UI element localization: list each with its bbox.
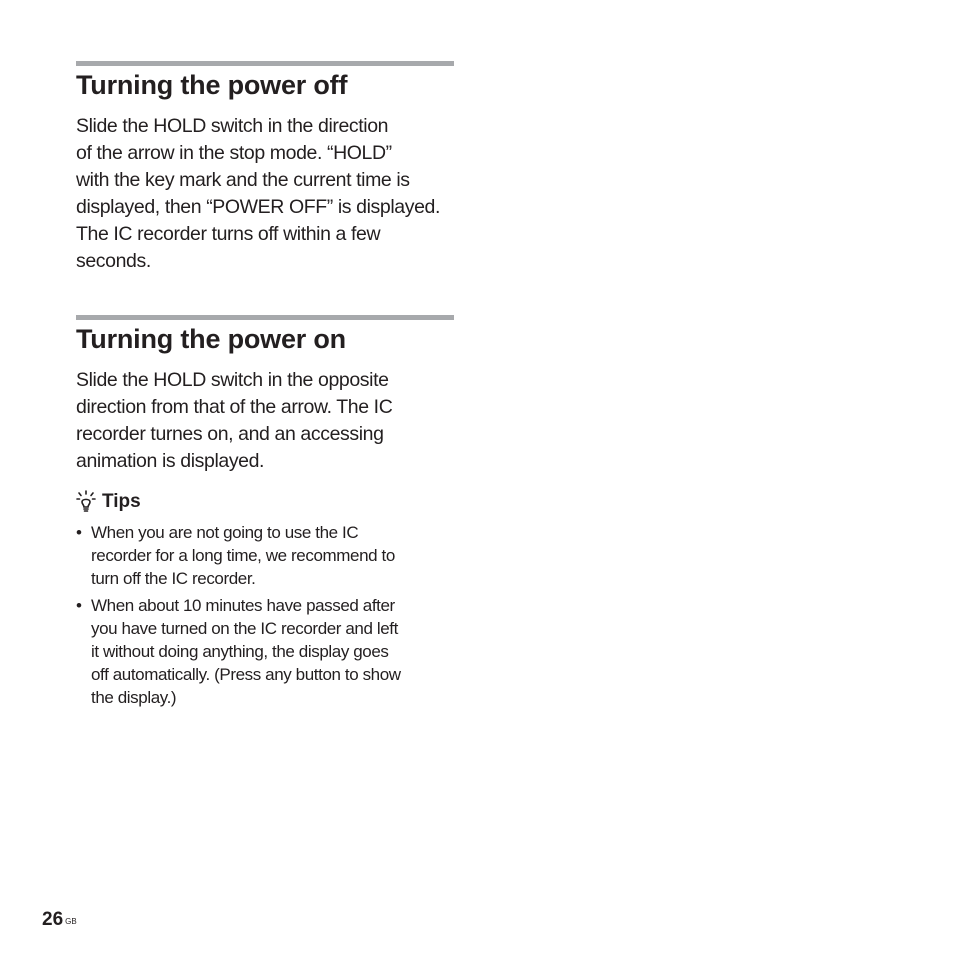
list-item: [76, 521, 454, 590]
body-line: animation is displayed.: [76, 450, 265, 472]
section-power-off: [76, 61, 454, 275]
body-line: The IC recorder turns off within a few: [76, 223, 381, 245]
body-line: of the arrow in the stop mode. “HOLD”: [76, 142, 392, 164]
tip-line: the display.): [91, 688, 177, 707]
tip-line: When you are not going to use the IC: [91, 523, 359, 542]
section-heading: Turning the power on: [76, 324, 346, 354]
section-heading: Turning the power off: [76, 70, 348, 100]
body-line: displayed, then “POWER OFF” is displayed.: [76, 196, 440, 218]
section-rule: [76, 61, 454, 66]
tip-line: it without doing anything, the display goes: [91, 642, 389, 661]
tip-line: recorder for a long time, we recommend to: [91, 546, 395, 565]
body-line: with the key mark and the current time is: [76, 169, 410, 191]
lightbulb-icon: [76, 490, 96, 514]
body-line: seconds.: [76, 250, 151, 272]
list-item: [76, 594, 454, 709]
page-number: [42, 908, 77, 932]
tip-line: When about 10 minutes have passed after: [91, 596, 395, 615]
tip-line: you have turned on the IC recorder and left: [91, 619, 398, 638]
section-body: [76, 113, 454, 275]
body-line: direction from that of the arrow. The IC: [76, 396, 393, 418]
bullet-icon: •: [76, 523, 82, 542]
bullet-icon: •: [76, 596, 82, 615]
body-line: Slide the HOLD switch in the opposite: [76, 369, 389, 391]
region-code: GB: [65, 917, 77, 926]
section-power-on: [76, 315, 454, 713]
body-line: recorder turnes on, and an accessing: [76, 423, 384, 445]
body-line: Slide the HOLD switch in the direction: [76, 115, 389, 137]
tip-line: off automatically. (Press any button to show: [91, 665, 401, 684]
tips-heading: [76, 489, 454, 515]
tips-list: [76, 521, 454, 709]
section-rule: [76, 315, 454, 320]
section-body: [76, 367, 454, 475]
tip-line: turn off the IC recorder.: [91, 569, 256, 588]
page-number-value: 26: [42, 909, 64, 930]
tips-label: Tips: [102, 491, 141, 512]
